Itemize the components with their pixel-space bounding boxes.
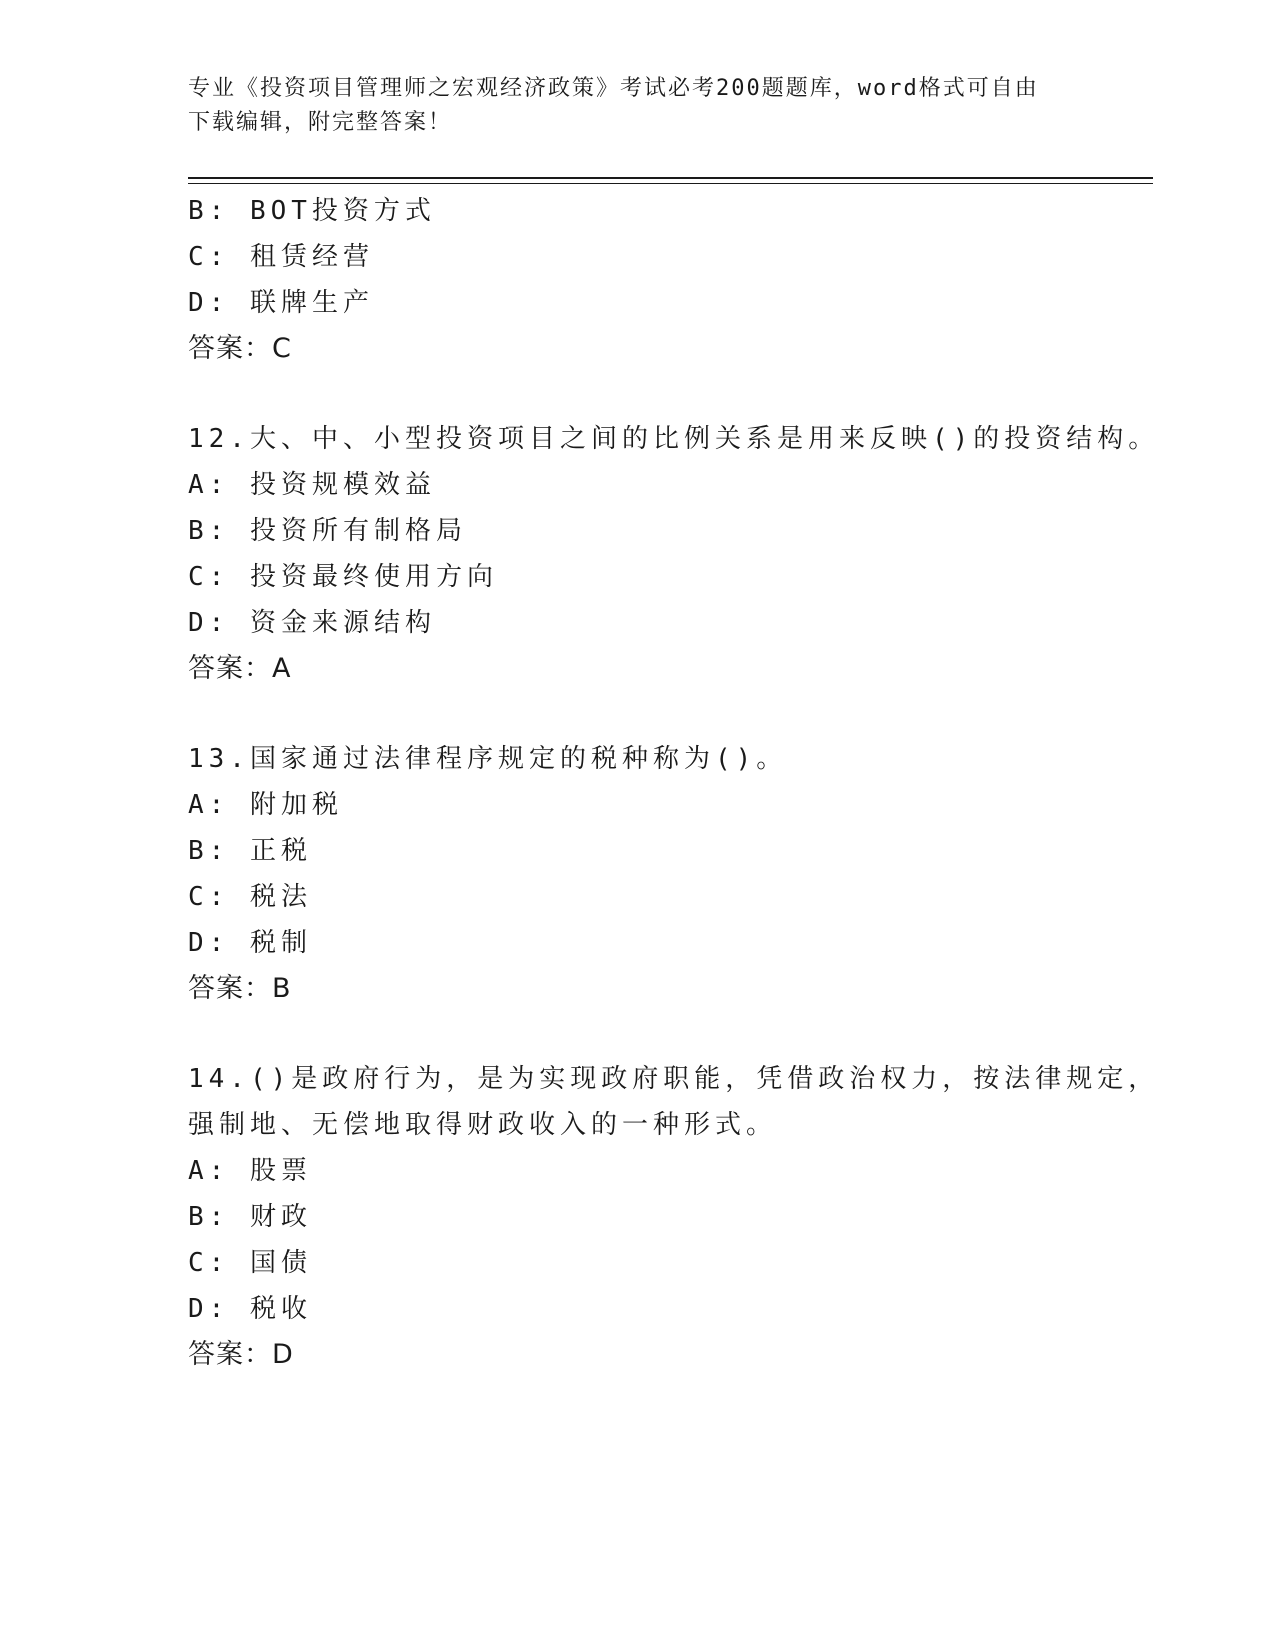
option-a: A: 附加税: [188, 790, 343, 820]
option-d: D: 联牌生产: [188, 288, 374, 318]
option-b: B: 投资所有制格局: [188, 516, 467, 546]
question-14: [188, 1056, 1160, 1378]
header-title-line-1: 专业《投资项目管理师之宏观经济政策》考试必考200题题库，word格式可自由: [188, 76, 1039, 101]
question-12: [188, 416, 1160, 692]
option-d: D: 税制: [188, 928, 312, 958]
option-c: C: 国债: [188, 1248, 312, 1278]
answer-text: 答案：B: [188, 973, 292, 1004]
answer-text: 答案：D: [188, 1339, 294, 1370]
option-c: C: 租赁经营: [188, 242, 374, 272]
spacer: [188, 692, 1118, 736]
question-stem-line-1: 14.()是政府行为，是为实现政府职能，凭借政治权力，按法律规定，: [188, 1064, 1160, 1094]
question-stem-line-2: 强制地、无偿地取得财政收入的一种形式。: [188, 1110, 778, 1140]
option-b: B: 财政: [188, 1202, 312, 1232]
question-stem: 12.大、中、小型投资项目之间的比例关系是用来反映()的投资结构。: [188, 424, 1160, 454]
option-d: D: 税收: [188, 1294, 312, 1324]
question-stem: 13.国家通过法律程序规定的税种称为()。: [188, 744, 788, 774]
option-a: A: 股票: [188, 1156, 312, 1186]
option-b: B: BOT投资方式: [188, 196, 436, 226]
answer-text: 答案：A: [188, 653, 292, 684]
header-title-line-2: 下载编辑，附完整答案！: [188, 110, 453, 135]
option-b: B: 正税: [188, 836, 312, 866]
option-d: D: 资金来源结构: [188, 608, 436, 638]
option-a: A: 投资规模效益: [188, 470, 436, 500]
document-header: [188, 72, 1088, 140]
option-c: C: 投资最终使用方向: [188, 562, 498, 592]
question-11: [188, 188, 1118, 372]
header-divider-thick: [188, 177, 1153, 179]
header-divider-thin: [188, 183, 1153, 184]
spacer: [188, 1012, 1118, 1056]
question-list: [188, 188, 1160, 1378]
spacer: [188, 372, 1118, 416]
answer-text: 答案：C: [188, 333, 292, 364]
question-13: [188, 736, 1118, 1012]
option-c: C: 税法: [188, 882, 312, 912]
